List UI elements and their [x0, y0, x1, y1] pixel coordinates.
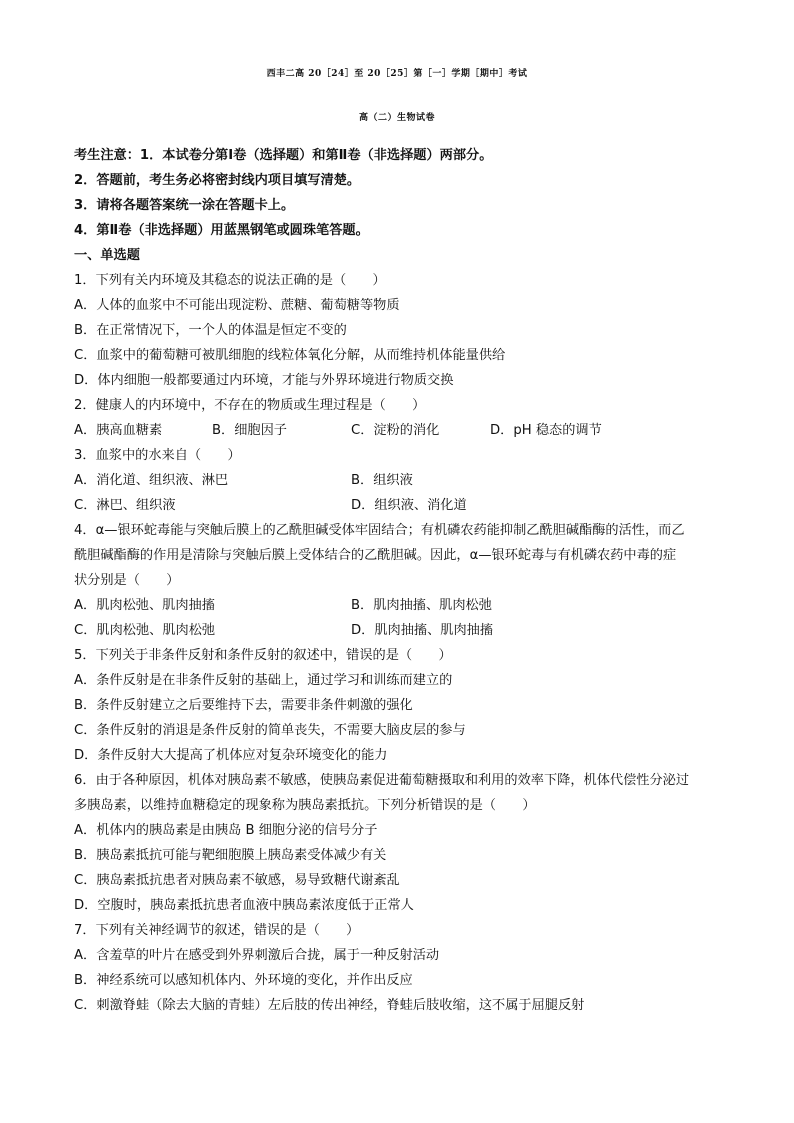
question-stem: 2．健康人的内环境中，不存在的物质或生理过程是（ ） — [74, 398, 426, 413]
option-d: D．条件反射大大提高了机体应对复杂环境变化的能力 — [74, 748, 388, 763]
notice-line-4: 4．第Ⅱ卷（非选择题）用蓝黑钢笔或圆珠笔答题。 — [74, 223, 369, 238]
question-stem: 1．下列有关内环境及其稳态的说法正确的是（ ） — [74, 273, 386, 288]
option-d: D．空腹时，胰岛素抵抗患者血液中胰岛素浓度低于正常人 — [74, 898, 414, 913]
question-stem: 6．由于各种原因，机体对胰岛素不敏感，使胰岛素促进葡萄糖摄取和利用的效率下降，机体代偿性分泌过 — [74, 773, 690, 788]
notice-line-1: 考生注意：1．本试卷分第Ⅰ卷（选择题）和第Ⅱ卷（非选择题）两部分。 — [74, 148, 493, 163]
option-a: A．含羞草的叶片在感受到外界刺激后合拢，属于一种反射活动 — [74, 948, 440, 963]
option-c: C．条件反射的消退是条件反射的简单丧失，不需要大脑皮层的参与 — [74, 723, 466, 738]
notice-line-3: 3．请将各题答案统一涂在答题卡上。 — [74, 198, 295, 213]
option-d: D．肌肉抽搐、肌肉抽搐 — [351, 623, 494, 638]
option-c: C．淋巴、组织液 — [74, 498, 176, 513]
option-c: C．血浆中的葡萄糖可被肌细胞的线粒体氧化分解，从而维持机体能量供给 — [74, 348, 506, 363]
option-a: A．肌肉松弛、肌肉抽搐 — [74, 598, 215, 613]
option-d: D．体内细胞一般都要通过内环境，才能与外界环境进行物质交换 — [74, 373, 454, 388]
option-d: D．pH 稳态的调节 — [490, 423, 602, 438]
option-c: C．胰岛素抵抗患者对胰岛素不敏感，易导致糖代谢紊乱 — [74, 873, 400, 888]
question-stem-continued: 状分别是（ ） — [74, 573, 180, 588]
question-stem-continued: 酰胆碱酯酶的作用是清除与突触后膜上受体结合的乙酰胆碱。因此，α—银环蛇毒与有机磷农药中毒的症 — [74, 548, 677, 563]
option-b: B．细胞因子 — [212, 423, 287, 438]
option-c: C．肌肉松弛、肌肉松弛 — [74, 623, 216, 638]
question-stem: 7．下列有关神经调节的叙述，错误的是（ ） — [74, 923, 360, 938]
question-stem: 5．下列关于非条件反射和条件反射的叙述中，错误的是（ ） — [74, 648, 452, 663]
option-c: C．淀粉的消化 — [351, 423, 440, 438]
option-a: A．消化道、组织液、淋巴 — [74, 473, 229, 488]
question-stem: 4．α—银环蛇毒能与突触后膜上的乙酰胆碱受体牢固结合；有机磷农药能抑制乙酰胆碱酯酶的活性，而乙 — [74, 523, 685, 538]
option-a: A．机体内的胰岛素是由胰岛 B 细胞分泌的信号分子 — [74, 823, 378, 838]
option-c: C．刺激脊蛙（除去大脑的青蛙）左后肢的传出神经，脊蛙后肢收缩，这不属于屈腿反射 — [74, 998, 585, 1013]
option-b: B．条件反射建立之后要维持下去，需要非条件刺激的强化 — [74, 698, 413, 713]
option-b: B．胰岛素抵抗可能与靶细胞膜上胰岛素受体减少有关 — [74, 848, 387, 863]
section-title: 一、单选题 — [74, 248, 140, 263]
option-row — [74, 472, 734, 490]
option-b: B．在正常情况下，一个人的体温是恒定不变的 — [74, 323, 347, 338]
option-d: D．组织液、消化道 — [351, 498, 467, 513]
option-a: A．胰高血糖素 — [74, 423, 163, 438]
option-a: A．条件反射是在非条件反射的基础上，通过学习和训练而建立的 — [74, 673, 453, 688]
option-b: B．肌肉抽搐、肌肉松弛 — [351, 598, 492, 613]
option-b: B．神经系统可以感知机体内、外环境的变化，并作出反应 — [74, 973, 413, 988]
exam-subtitle: 高（二）生物试卷 — [358, 113, 435, 123]
exam-title: 西丰二高 20［24］至 20［25］第［一］学期［期中］考试 — [266, 69, 528, 79]
option-row — [74, 422, 734, 440]
option-row — [74, 622, 734, 640]
question-stem: 3．血浆中的水来自（ ） — [74, 448, 241, 463]
option-b: B．组织液 — [351, 473, 413, 488]
option-row — [74, 597, 734, 615]
option-row — [74, 497, 734, 515]
notice-line-2: 2．答题前，考生务必将密封线内项目填写清楚。 — [74, 173, 361, 188]
option-a: A．人体的血浆中不可能出现淀粉、蔗糖、葡萄糖等物质 — [74, 298, 400, 313]
question-stem-continued: 多胰岛素，以维持血糖稳定的现象称为胰岛素抵抗。下列分析错误的是（ ） — [74, 798, 536, 813]
